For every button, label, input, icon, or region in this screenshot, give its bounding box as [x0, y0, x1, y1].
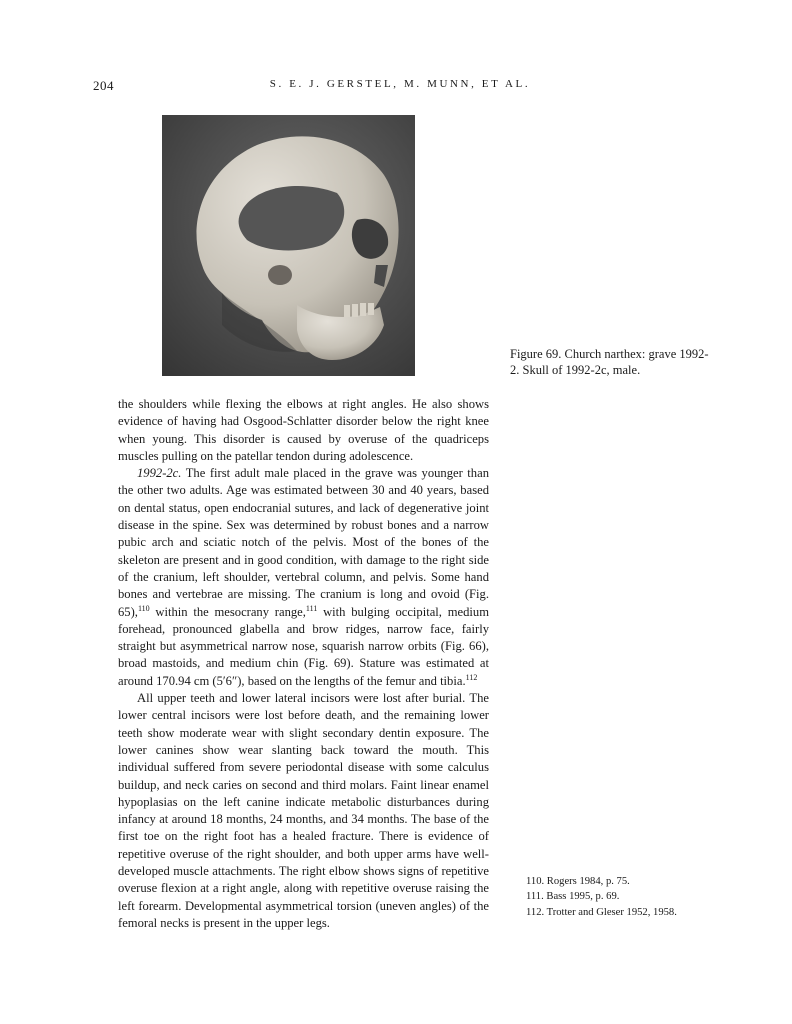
paragraph-text: within the mesocrany range,: [149, 604, 306, 619]
footnote-ref[interactable]: 112: [465, 672, 478, 682]
page-number: 204: [93, 78, 114, 93]
skull-photo: [162, 115, 415, 376]
footnotes: [526, 874, 726, 920]
footnote: 110. Rogers 1984, p. 75.: [526, 876, 630, 887]
figure-caption: Figure 69. Church narthex: grave 1992-2. Skull of 1992-2c, male.: [510, 347, 709, 377]
footnote: 112. Trotter and Gleser 1952, 1958.: [526, 906, 677, 918]
paragraph: All upper teeth and lower lateral incisors were lost after burial. The lower central incisors were lost before death, and the remaining lower teeth show moderate wear with slight secondary dentin exposure. The lower canines show wear slanting back toward the mouth. This individual suffered from severe periodontal disease with some calculus buildup, and neck caries on second and third molars. Faint linear enamel hypoplasias on the left canine indicate metabolic disturbances during infancy at around 18 months, 24 months, and 34 months. The base of the first toe on the right foot has a healed fracture. There is evidence of repetitive overuse of the right shoulder, and both upper arms have well-developed muscle attachments. The right elbow shows signs of repetitive overuse flexion at a right angle, along with repetitive overuse raising the left forearm. Developmental asymmetrical torsion (uneven angles) of the femoral necks is present in the upper legs.: [118, 691, 489, 930]
running-head: S. E. J. GERSTEL, M. MUNN, ET AL.: [269, 78, 531, 90]
paragraph: [118, 465, 489, 690]
skull-illustration: [162, 115, 415, 376]
paragraph: the shoulders while flexing the elbows at right angles. He also shows evidence of having had Osgood-Schlatter disorder below the right knee when young. This disorder is caused by overuse of the quadriceps muscles pulling on the patellar tendon during adolescence.: [118, 397, 489, 463]
specimen-label: 1992-2c.: [137, 466, 182, 481]
paragraph-text: with bulging occipital, medium forehead, pronounced glabella and brow ridges, narrow face, fairly straight but asymmetrical narrow nose, squarish narrow orbits (Fig. 66), broad mastoids, and medium chin (Fig. 69). Stature was estimated at around 170.94 cm (5′6″), based on the lengths of the femur and tibia.: [118, 604, 489, 688]
paragraph-text: The first adult male placed in the grave was younger than the other two adults. Age was estimated between 30 and 40 years, based on dental status, open endocranial sutures, and lack of degenerative joint disease in the spine. Sex was determined by robust bones and a narrow pubic arch and sciatic notch of the pelvis. Most of the bones of the skeleton are present and in good condition, with damage to the right side of the cranium, left shoulder, vertebral column, and pelvis. Some hand bones and vertebrae are missing. The cranium is long and ovoid (Fig. 65),: [118, 466, 489, 619]
main-text: [118, 396, 489, 932]
footnote-ref[interactable]: 111: [305, 603, 318, 613]
footnote-ref[interactable]: 110: [137, 603, 150, 613]
footnote: 111. Bass 1995, p. 69.: [526, 891, 620, 903]
